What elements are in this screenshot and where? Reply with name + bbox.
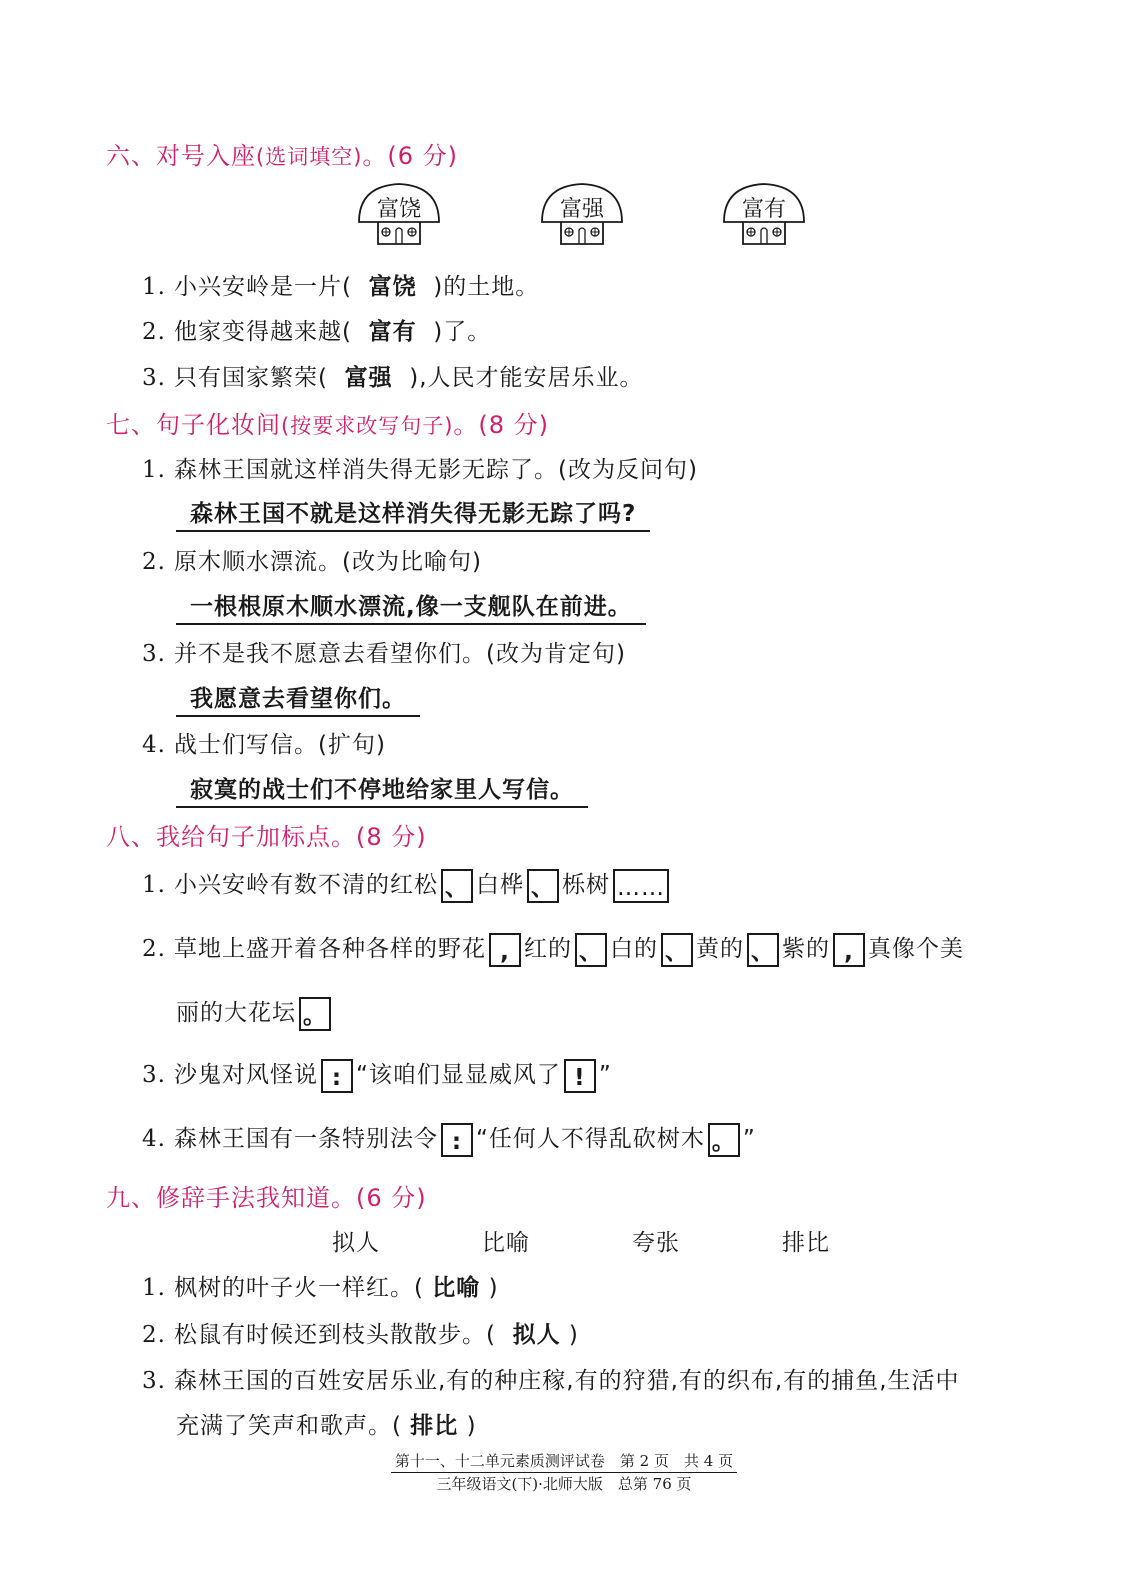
punctuation-box: 、 (575, 933, 607, 967)
item-number: 1. (142, 457, 166, 483)
rhetoric-option: 比喻 (482, 1230, 530, 1256)
s7-answer-2: 一根根原木顺水漂流,像一支舰队在前进。 (176, 588, 646, 625)
item-text: 白桦 (476, 872, 524, 898)
item-text: 栎树 (562, 872, 610, 898)
item-answer: 富有 (368, 319, 417, 345)
item-text: 白的 (610, 936, 658, 962)
section-8-title: 八、我给句子加标点。(8 分) (106, 823, 427, 851)
section-7-note: (按要求改写句子) (281, 414, 454, 438)
punctuation-box: , (833, 933, 865, 967)
item-text: ” (742, 1126, 756, 1152)
section-6-note: (选词填空) (256, 145, 363, 169)
house-word: 富有 (741, 197, 786, 222)
s7-item-1 (142, 451, 698, 484)
s8-item-2-continued (176, 994, 334, 1031)
item-number: 3. (142, 1368, 166, 1394)
item-text: 森林王国有一条特别法令 (174, 1126, 438, 1152)
s7-answer-4: 寂寞的战士们不停地给家里人写信。 (176, 771, 588, 808)
item-question: 原木顺水漂流。(改为比喻句) (174, 549, 482, 575)
word-house-3 (721, 180, 807, 248)
word-house-1 (356, 180, 442, 248)
s9-item-2 (142, 1316, 579, 1349)
item-number: 2. (142, 936, 166, 962)
item-text: ” (598, 1062, 612, 1088)
item-number: 4. (142, 1126, 166, 1152)
item-text: 红的 (524, 936, 572, 962)
footer-book-info: 三年级语文(下)·北师大版 总第 76 页 (436, 1475, 692, 1493)
item-number: 1. (142, 1275, 166, 1301)
item-text: 只有国家繁荣( (174, 365, 328, 391)
s9-item-1 (142, 1269, 499, 1302)
item-text: 小兴安岭是一片( (174, 274, 352, 300)
section-7-title-text: 七、句子化妆间 (106, 411, 281, 439)
punctuation-box: 。 (708, 1123, 740, 1157)
rhetoric-option: 夸张 (632, 1230, 680, 1256)
footer-line-2 (0, 1473, 1128, 1494)
s6-item-2 (142, 313, 491, 346)
section-6-title-text: 六、对号入座 (106, 142, 256, 170)
s6-item-3 (142, 359, 644, 392)
item-number: 2. (142, 1322, 166, 1348)
s9-item-3 (142, 1362, 960, 1395)
rhetoric-option: 拟人 (332, 1230, 380, 1256)
s8-item-1 (142, 866, 672, 903)
punctuation-box: 、 (661, 933, 693, 967)
item-text: 紫的 (782, 936, 830, 962)
punctuation-box: : (441, 1123, 473, 1157)
item-text: ),人民才能安居乐业。 (409, 365, 644, 391)
s8-item-2 (142, 930, 964, 967)
item-text: 松鼠有时候还到枝头散散步。( (174, 1322, 496, 1348)
s7-item-2 (142, 543, 482, 576)
s9-item-3-continued (176, 1407, 477, 1440)
item-answer: 拟人 (512, 1322, 561, 1348)
item-text: )了。 (433, 319, 492, 345)
item-text: 森林王国的百姓安居乐业,有的种庄稼,有的狩猎,有的织布,有的捕鱼,生活中 (174, 1368, 960, 1394)
item-number: 3. (142, 641, 166, 667)
punctuation-box: 、 (527, 869, 559, 903)
section-9-title: 九、修辞手法我知道。(6 分) (106, 1184, 427, 1212)
item-number: 4. (142, 732, 166, 758)
section-7-title (106, 405, 549, 440)
item-text: ) (466, 1413, 477, 1439)
section-7-score: 。(8 分) (453, 411, 550, 439)
item-text: 小兴安岭有数不清的红松 (174, 872, 438, 898)
item-number: 3. (142, 365, 166, 391)
item-answer: 富强 (344, 365, 393, 391)
item-text: 枫树的叶子火一样红。( (174, 1275, 424, 1301)
house-word: 富饶 (376, 197, 421, 222)
item-text: “该咱们显显威风了 (356, 1062, 561, 1088)
footer-line-1 (0, 1450, 1128, 1473)
item-text: 充满了笑声和歌声。( (176, 1413, 402, 1439)
section-6-score: 。(6 分) (362, 142, 459, 170)
s7-answer-3: 我愿意去看望你们。 (176, 680, 420, 717)
s8-item-3 (142, 1056, 612, 1093)
item-text: 草地上盛开着各种各样的野花 (174, 936, 486, 962)
punctuation-box: 、 (441, 869, 473, 903)
item-number: 2. (142, 319, 166, 345)
item-answer: 富饶 (368, 274, 417, 300)
punctuation-box: ! (564, 1059, 596, 1093)
section-6-title (106, 136, 458, 171)
punctuation-box: , (489, 933, 521, 967)
item-text: 丽的大花坛 (176, 1000, 296, 1026)
item-text: 真像个美 (868, 936, 964, 962)
item-text: 黄的 (696, 936, 744, 962)
rhetoric-option: 排比 (782, 1230, 830, 1256)
punctuation-box: 。 (299, 997, 331, 1031)
item-text: 他家变得越来越( (174, 319, 352, 345)
footer-test-info: 第十一、十二单元素质测评试卷 第 2 页 共 4 页 (391, 1450, 737, 1473)
item-answer: 排比 (410, 1413, 459, 1439)
punctuation-box: 、 (747, 933, 779, 967)
s8-item-4 (142, 1120, 756, 1157)
item-answer: 比喻 (432, 1275, 481, 1301)
s7-answer-1: 森林王国不就是这样消失得无影无踪了吗? (176, 495, 650, 532)
s7-item-3 (142, 635, 626, 668)
item-number: 1. (142, 274, 166, 300)
s7-item-4 (142, 726, 386, 759)
item-text: ) (568, 1322, 579, 1348)
item-number: 1. (142, 872, 166, 898)
item-question: 森林王国就这样消失得无影无踪了。(改为反问句) (174, 457, 698, 483)
word-house-2 (539, 180, 625, 248)
item-number: 3. (142, 1062, 166, 1088)
punctuation-box: : (321, 1059, 353, 1093)
item-question: 并不是我不愿意去看望你们。(改为肯定句) (174, 641, 626, 667)
item-number: 2. (142, 549, 166, 575)
house-word: 富强 (559, 197, 604, 222)
item-text: )的土地。 (433, 274, 540, 300)
item-text: “任何人不得乱砍树木 (476, 1126, 705, 1152)
punctuation-box: …… (613, 869, 669, 903)
item-question: 战士们写信。(扩句) (174, 732, 386, 758)
s6-item-1 (142, 268, 539, 301)
item-text: 沙鬼对风怪说 (174, 1062, 318, 1088)
item-text: ) (488, 1275, 499, 1301)
